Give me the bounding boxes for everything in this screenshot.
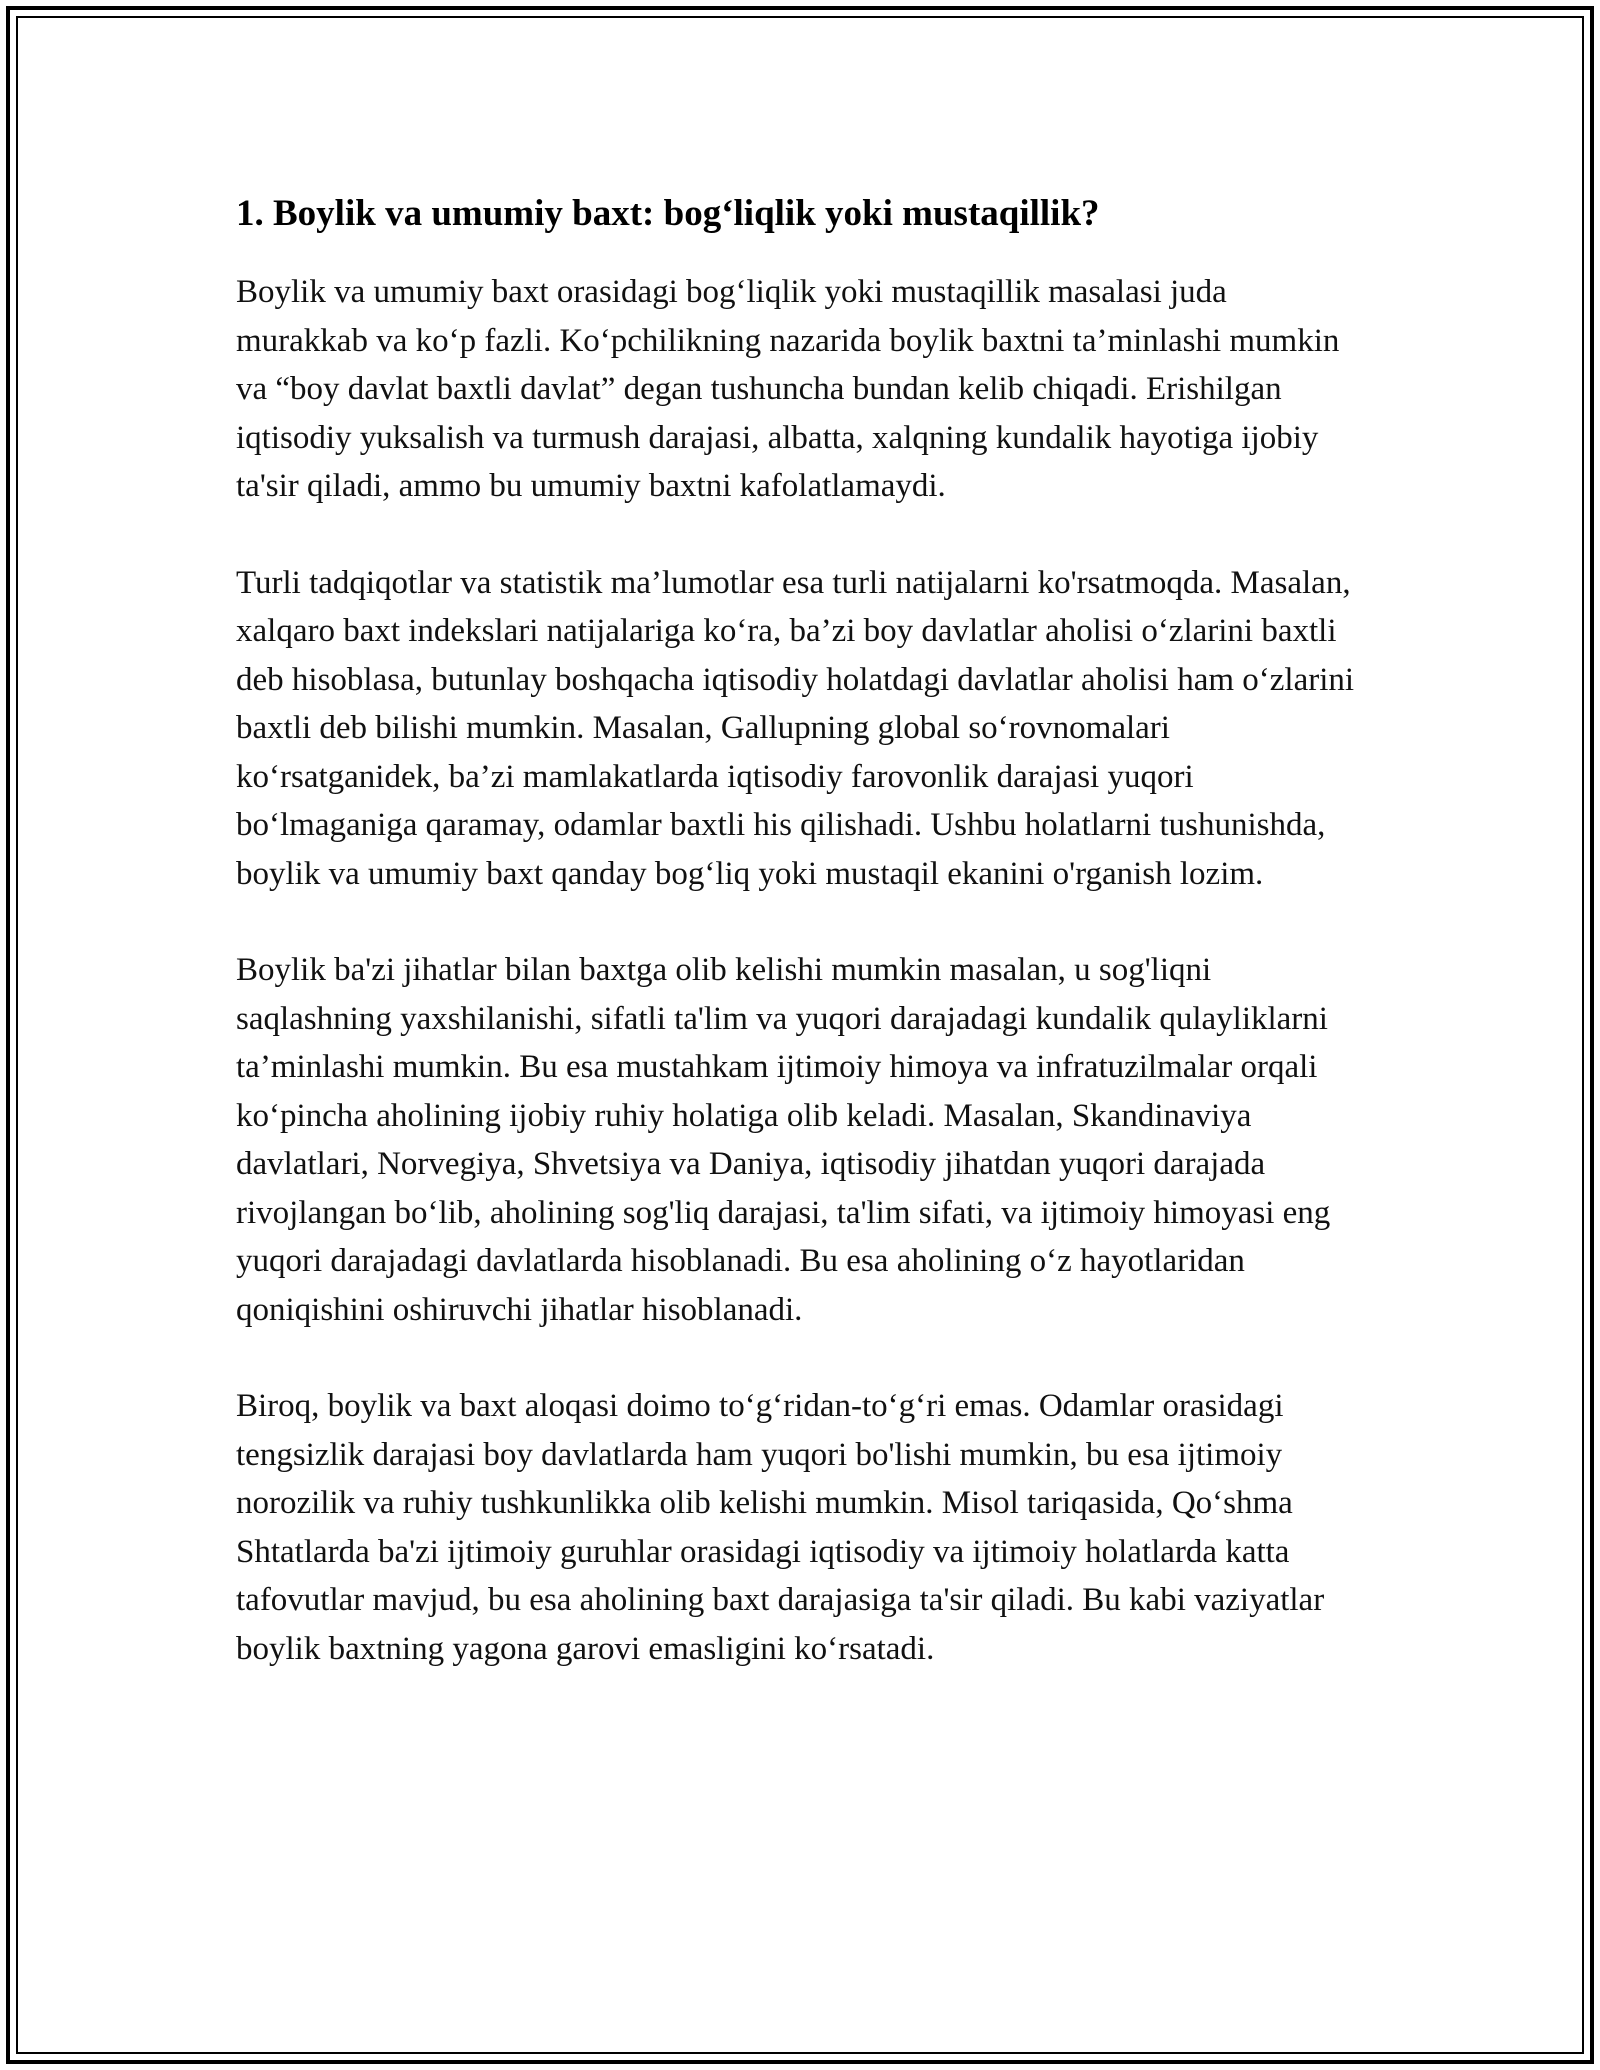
section-heading: 1. Boylik va umumiy baxt: bog‘liqlik yoki mustaqillik? [236,193,1100,234]
document-body [236,186,1366,1721]
paragraph-4: Biroq, boylik va baxt aloqasi doimo to‘g‘ridan-to‘g‘ri emas. Odamlar orasidagi tengsizlik darajasi boy davlatlarda ham yuqori bo'lishi mumkin, bu esa ijtimoiy norozilik va ruhiy tushkunlikka olib kelishi mumkin. Misol tariqasida, Qo‘shma Shtatlarda ba'zi ijtimoiy guruhlar orasidagi iqtisodiy va ijtimoiy holatlarda katta tafovutlar mavjud, bu esa aholining baxt darajasiga ta'sir qiladi. Bu kabi vaziyatlar boylik baxtning yagona garovi emasligini ko‘rsatadi. [236,1388,1325,1667]
paragraph-1: Boylik va umumiy baxt orasidagi bog‘liqlik yoki mustaqillik masalasi juda murakkab va ko‘p fazli. Ko‘pchilikning nazarida boylik baxtni ta’minlashi mumkin va “boy davlat baxtli davlat” degan tushuncha bundan kelib chiqadi. Erishilgan iqtisodiy yuksalish va turmush darajasi, albatta, xalqning kundalik hayotiga ijobiy ta'sir qiladi, ammo bu umumiy baxtni kafolatlamaydi. [236,274,1340,504]
paragraph-2: Turli tadqiqotlar va statistik ma’lumotlar esa turli natijalarni ko'rsatmoqda. Masalan, xalqaro baxt indekslari natijalariga ko‘ra, ba’zi boy davlatlar aholisi o‘zlarini baxtli deb hisoblasa, butunlay boshqacha iqtisodiy holatdagi davlatlar aholisi ham o‘zlarini baxtli deb bilishi mumkin. Masalan, Gallupning global so‘rovnomalari ko‘rsatganidek, ba’zi mamlakatlarda iqtisodiy farovonlik darajasi yuqori bo‘lmaganiga qaramay, odamlar baxtli his qilishadi. Ushbu holatlarni tushunishda, boylik va umumiy baxt qanday bog‘liq yoki mustaqil ekanini o'rganish lozim. [236,564,1355,892]
paragraph-3: Boylik ba'zi jihatlar bilan baxtga olib kelishi mumkin masalan, u sog'liqni saqlashning yaxshilanishi, sifatli ta'lim va yuqori darajadagi kundalik qulayliklarni ta’minlashi mumkin. Bu esa mustahkam ijtimoiy himoya va infratuzilmalar orqali ko‘pincha aholining ijobiy ruhiy holatiga olib keladi. Masalan, Skandinaviya davlatlari, Norvegiya, Shvetsiya va Daniya, iqtisodiy jihatdan yuqori darajada rivojlangan bo‘lib, aholining sog'liq darajasi, ta'lim sifati, va ijtimoiy himoyasi eng yuqori darajadagi davlatlarda hisoblanadi. Bu esa aholining o‘z hayotlaridan qoniqishini oshiruvchi jihatlar hisoblanadi. [236,952,1331,1328]
